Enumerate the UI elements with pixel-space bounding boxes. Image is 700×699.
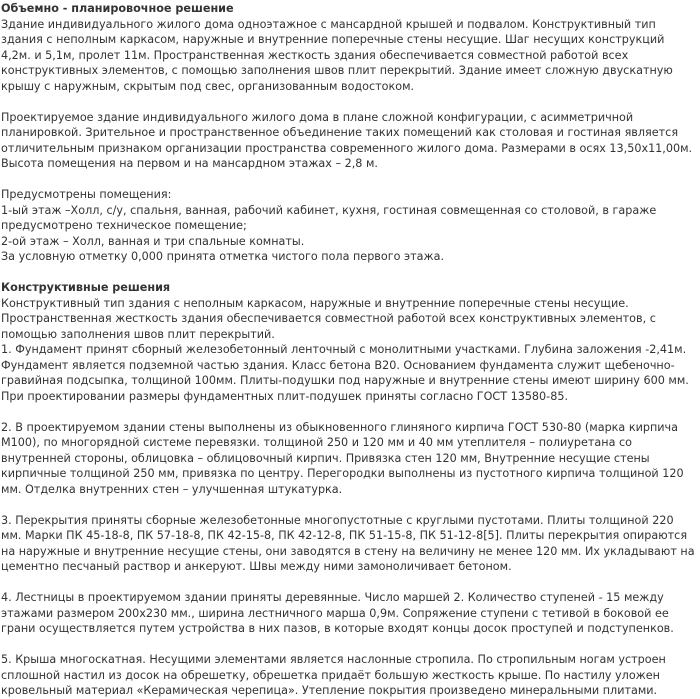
paragraph-layout: Проектируемое здание индивидуального жилого дома в плане сложной конфигурации, с асимметричной планировкой. Зрительное и пространственное объединение таких помещений как столовая и гостиная является отличительным признаком организации пространства современного жилого дома. Размерами в осях 13,50х11,00м. Высота помещения на первом и на мансардном этажах – 2,8 м. (1, 110, 693, 170)
paragraph-gap (1, 265, 696, 281)
paragraph-gap (1, 575, 696, 591)
paragraph-gap (1, 637, 696, 653)
paragraph-structural-intro: Конструктивный тип здания с неполным каркасом, наружные и внутренние поперечные стены несущие. Пространственная жесткость здания обеспечивается совместной работой всех конструктивных элементов, с помощью заполнения швов плит перекрытий. (1, 296, 656, 341)
zero-mark-note: За условную отметку 0,000 принята отметка чистого пола первого этажа. (1, 250, 445, 263)
item-stairs: 4. Лестницы в проектируемом здании приняты деревянные. Число маршей 2. Количество ступеней - 15 между этажами размером 200х230 мм., ширина лестничного марша 0,9м. Сопряжение ступени с тетивой в боковой ее грани осуществляется путем устройства в них пазов, в которые входят концы досок проступей и подступенков. (1, 591, 674, 635)
rooms-intro: Предусмотрены помещения: (1, 188, 172, 201)
item-walls: 2. В проектируемом здании стены выполнены из обыкновенного глиняного кирпича ГОСТ 530-80 (марка кирпича М100), по многорядной системе перевязки. толщиной 250 и 120 мм и 40 мм утеплителя – полиуретана со внутренней стороны, облицовка – облицовочный кирпич. Привязка стен 120 мм, Внутренние несущие стены кирпичные толщиной 250 мм, привязка по центру. Перегородки выполнены из пустотного кирпича толщиной 120 мм. Отделка внутренних стен – улучшенная штукатурка. (1, 420, 684, 496)
paragraph-gap (1, 172, 696, 188)
rooms-floor-1: 1-ый этаж –Холл, с/у, спальня, ванная, рабочий кабинет, кухня, гостиная совмещенная со столовой, в гараже предусмотрено техническое помещение; (1, 203, 657, 232)
paragraph-gap (1, 497, 696, 513)
section-heading-structural: Конструктивные решения (1, 281, 171, 294)
section-heading-planning: Объемно - планировочное решение (1, 2, 234, 15)
paragraph-gap (1, 404, 696, 420)
item-foundation: 1. Фундамент принят сборный железобетонный ленточный с монолитными участками. Глубина заложения -2,41м. Фундамент является подземной частью здания. Класс бетона В20. Основанием фундамента служит щебеночно-гравийная подсыпка, толщиной 100мм. Плиты-подушки под наружные и внутренние стены имеют ширину 600 мм. При проектировании размеры фундаментных плит-подушек приняты согласно ГОСТ 13580-85. (1, 343, 689, 403)
paragraph-building-description: Здание индивидуального жилого дома одноэтажное с мансардной крышей и подвалом. Конструктивный тип здания с неполным каркасом, наружные и внутренние поперечные стены несущие. Шаг несущих конструкций 4,2м. и 5,1м, пролет 11м. Пространственная жесткость здания обеспечивается совместной работой всех конструктивных элементов, с помощью заполнения швов плит перекрытий. Здание имеет сложную двускатную крышу с наружным, скрытым под свес, организованным водостоком. (1, 17, 673, 93)
paragraph-gap (1, 94, 696, 110)
item-floors: 3. Перекрытия приняты сборные железобетонные многопустотные с круглыми пустотами. Плиты толщиной 220 мм. Марки ПК 45-18-8, ПК 57-18-8, ПК 42-15-8, ПК 42-12-8, ПК 51-15-8, ПК 51-12-8[5]. Плиты перекрытия опираются на наружные и внутренние несущие стены, они заводятся в стену на величину не менее 120 мм. Их укладывают на цементно песчаный раствор и анкеруют. Швы между ними замоноличивает бетоном. (1, 513, 695, 573)
rooms-floor-2: 2-ой этаж – Холл, ванная и три спальные комнаты. (1, 234, 305, 248)
item-roof: 5. Крыша многоскатная. Несущими элементами является наслонные стропила. По стропильным ногам устроен сплошной настил из досок на обрешетку, обрешетка придаёт большую жесткость крыше. По настилу уложен кровельный материал «Керамическая черепица». Утепление покрытия произведено минеральными плитами. (1, 653, 666, 697)
